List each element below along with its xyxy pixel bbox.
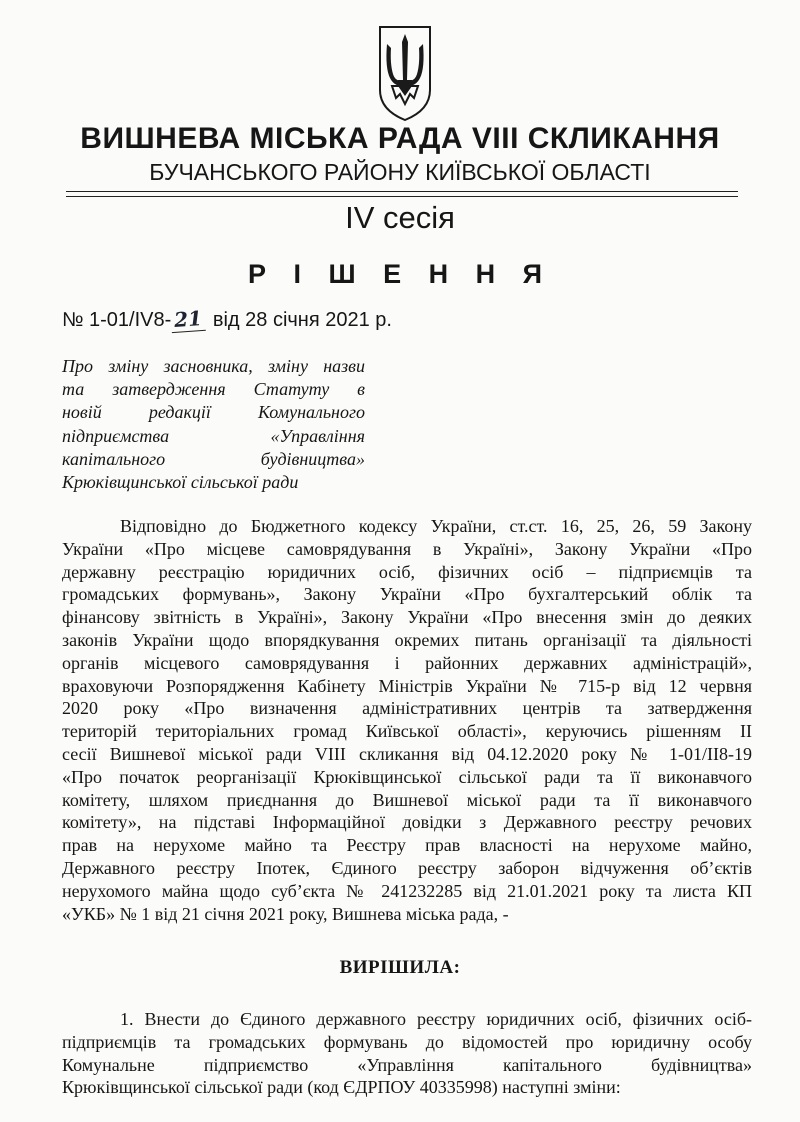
council-title: ВИШНЕВА МІСЬКА РАДА VIII СКЛИКАННЯ — [80, 122, 720, 155]
body-line: законів України щодо впорядкування окремих питань організації та діяльності — [62, 629, 752, 650]
body-line: 2020 року «Про визначення адміністративних центрів та затвердження — [62, 698, 752, 719]
body-line: комітету», на підставі Інформаційної довідки з Державного реєстру речових — [62, 812, 752, 833]
resolved-heading: ВИРІШИЛА: — [339, 957, 461, 978]
body-line: України «Про місцеве самоврядування в Україні», Закону України «Про — [62, 538, 752, 559]
decision-number — [62, 307, 392, 332]
body-line: державну реєстрацію юридичних осіб, фізичних осіб – підприємців та — [62, 561, 752, 582]
subject-line: капітального будівництва» — [62, 448, 365, 469]
point-line: Комунальне підприємство «Управління капітального будівництва» — [62, 1054, 752, 1075]
point-line: 1. Внести до Єдиного державного реєстру юридичних осіб, фізичних осіб- — [120, 1009, 752, 1029]
subject-line: та затвердження Статуту в — [62, 379, 365, 400]
body-line: «УКБ» № 1 від 21 січня 2021 року, Вишнева міська рада, - — [62, 903, 509, 924]
point-line: підприємців та громадських формувань до відомостей про юридичну особу — [62, 1031, 752, 1052]
body-line: фінансову звітність в Україні», Закону України «Про внесення змін до деяких — [62, 607, 752, 628]
body-line: комітету, шляхом приєднання до Вишневої міської ради та її виконавчого — [62, 789, 752, 810]
subject-line: Крюківщинської сільської ради — [62, 471, 299, 492]
body-line: прав на нерухоме майно та Реєстру прав власності на нерухоме майно, — [62, 835, 752, 856]
session-title: IV сесія — [345, 200, 455, 235]
subject-line: підприємства «Управління — [62, 425, 365, 446]
body-line: сесії Вишневої міської ради VIII скликання від 04.12.2020 року № 1-01/ІІ8-19 — [62, 743, 752, 764]
body-line: враховуючи Розпорядження Кабінету Міністрів України № 715-р від 12 червня — [62, 675, 752, 696]
body-line: «Про початок реорганізації Крюківщинської сільської ради та її виконавчого — [62, 766, 752, 787]
body-line: Державного реєстру Іпотек, Єдиного реєстру заборон відчуження об’єктів — [62, 857, 752, 878]
header-divider — [66, 191, 738, 192]
body-line: громадських формувань», Закону України «Про бухгалтерський облік та — [62, 584, 752, 605]
preamble-paragraph — [62, 515, 752, 925]
subject-line: Про зміну засновника, зміну назви — [62, 356, 365, 376]
handwritten-number: 21 — [170, 306, 206, 333]
subject-line: новій редакції Комунального — [62, 402, 365, 423]
decision-date: від 28 січня 2021 р. — [212, 309, 392, 331]
body-line: органів місцевого самоврядування і районних державних адміністрацій», — [62, 652, 752, 673]
point-line: Крюківщинської сільської ради (код ЄДРПОУ 40335998) наступні зміни: — [62, 1077, 621, 1098]
decision-subject — [62, 355, 365, 494]
district-subtitle: БУЧАНСЬКОГО РАЙОНУ КИЇВСЬКОЇ ОБЛАСТІ — [149, 159, 651, 185]
document-type: Р І Ш Е Н Н Я — [247, 259, 553, 289]
point-1-paragraph — [62, 1008, 752, 1099]
body-line: Відповідно до Бюджетного кодексу України, ст.ст. 16, 25, 26, 59 Закону — [120, 516, 752, 536]
number-prefix: № 1-01/IV8- — [62, 309, 172, 331]
body-line: нерухомого майна щодо суб’єкта № 241232285 від 21.01.2021 року та листа КП — [62, 880, 752, 901]
header-divider — [66, 196, 738, 197]
body-line: територій територіальних громад Київської області», керуючись рішенням ІІ — [62, 721, 752, 742]
trident-emblem-icon — [376, 24, 434, 122]
